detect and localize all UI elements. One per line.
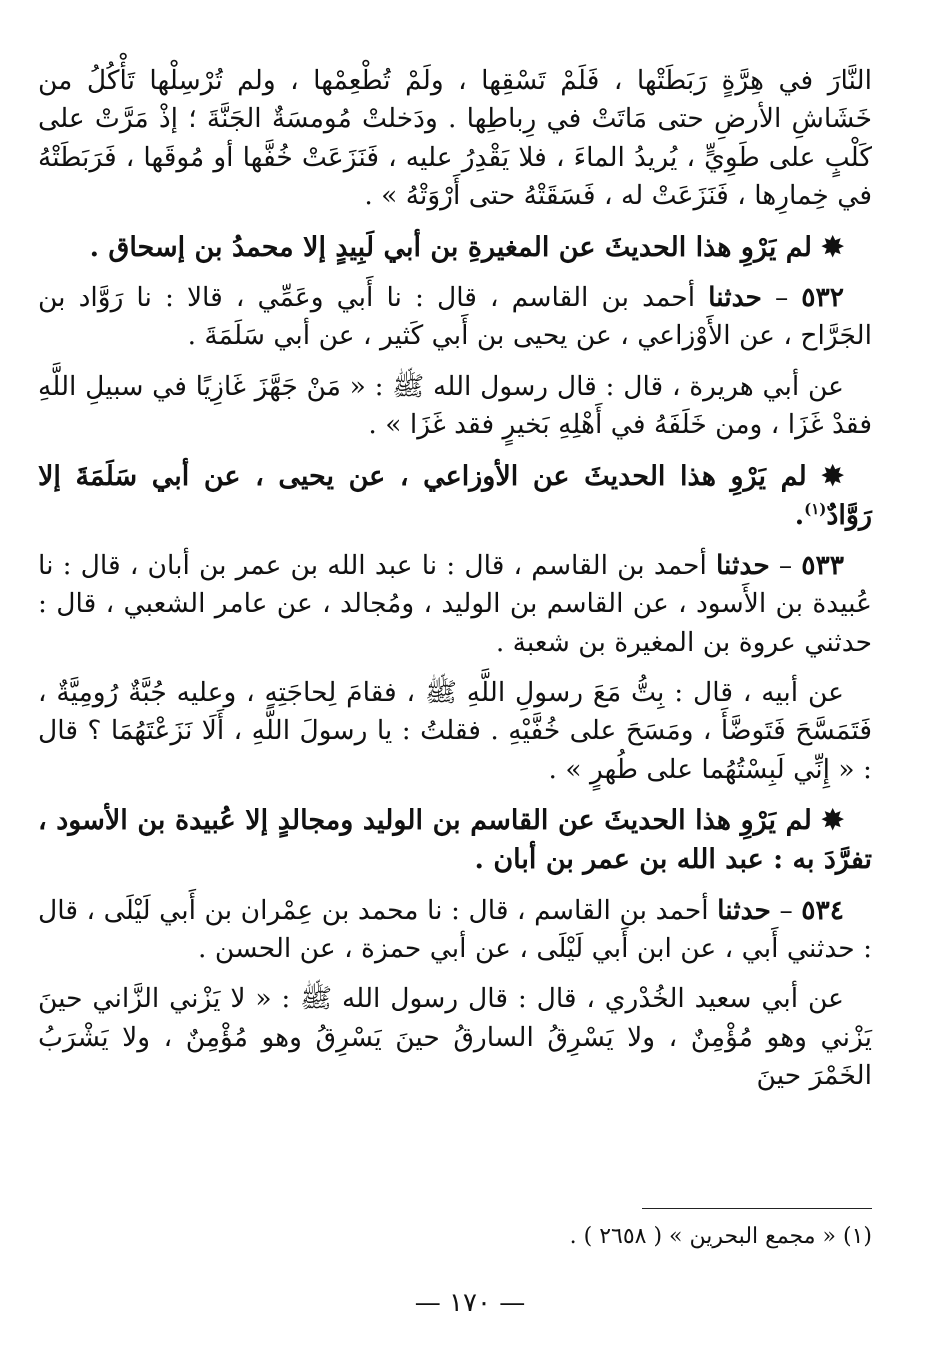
commentary-note-3 [38, 801, 872, 879]
note-text: لم يَرْوِ هذا الحديثَ عن الأوزاعي ، عن يحيى ، عن أبي سَلَمَةَ إلا رَوَّادٌ [38, 460, 872, 531]
page-number: — ١٧٠ — [414, 1288, 526, 1318]
footnote-reference: (١) [804, 499, 827, 518]
chain-of-narration: أحمد بن القاسم ، قال : نا أَبي وعَمِّي ، قالا : نا رَوَّاد بن الجَرَّاح ، عن الأَوْزاعي ، عن يحيى بن أَبي كَثير ، عن أبي سَلَمَةَ . [38, 281, 872, 352]
hadith-534-header [38, 892, 872, 969]
star-icon: ✸ [821, 231, 844, 263]
commentary-note-2: ✸ لم يَرْوِ هذا الحديثَ عن الأوزاعي ، عن يحيى ، عن أبي سَلَمَةَ إلا رَوَّادٌ$^{(١)}$. [38, 460, 872, 531]
footnote: (١) « مجمع البحرين » ( ٢٦٥٨ ) . [569, 1224, 872, 1249]
dash: – [779, 894, 793, 926]
hadith-number: ٥٣٣ [801, 549, 844, 581]
hadith-534-text: عن أبي سعيد الخُدْري ، قال : قال رسول الله ﷺ : « لا يَزْني الزَّاني حينَ يَزْني وهو مُؤْمِنٌ ، ولا يَسْرِقُ السارقُ حينَ يَسْرِقُ وهو مُؤْمِنٌ ، ولا يَشْرَبُ الخَمْرَ حينَ [38, 983, 872, 1092]
hadith-533-text: عن أبيه ، قال : بِتُّ مَعَ رسولِ اللَّهِ ﷺ ، فقامَ لِحاجَتِهِ ، وعليه جُبَّةٌ رُومِيَّةٌ ، فَتَمَسَّحَ فَتَوضَّأَ ، ومَسَحَ على خُفَّيْهِ . فقلتُ : يا رسولَ اللَّهِ ، أَلَا نَزَعْتَهُمَا ؟ قال : « إِنِّي لَبِسْتُهُما على طُهرٍ » . [38, 677, 872, 785]
hadith-number: ٥٣٤ [801, 894, 844, 926]
body-text [38, 62, 872, 1096]
continuation-paragraph: النَّارَ في هِرَّةٍ رَبَطَتْها ، فَلَمْ تَسْقِها ، ولَمْ تُطْعِمْها ، ولم تُرْسِلْها تَأْكُلُ من خَشَاشِ الأرضِ حتى مَاتَتْ في رِباطِها . ودَخلتْ مُومسَةٌ الجَنَّةَ ؛ إذْ مَرَّتْ على كَلْبٍ على طَوِيٍّ ، يُريدُ الماءَ ، فلا يَقْدِرُ عليه ، فَنَزَعَتْ خُفَّها أو مُوقَها ، فَرَبَطَتْهُ في خِمارِها ، فَنَزَعَتْ له ، فَسَقَتْهُ حتى أَرْوَتْهُ » . [38, 65, 872, 212]
chain-of-narration: أحمد بن القاسم ، قال : نا محمد بن عِمْران بن أَبي لَيْلَى ، قال : حدثني أَبي ، عن ابن أَبي لَيْلَى ، عن أبي حمزة ، عن الحسن . [38, 894, 872, 965]
hadith-number: ٥٣٢ [801, 281, 844, 313]
commentary-note-1 [38, 228, 872, 267]
star-icon: ✸ [821, 460, 844, 492]
hadith-532-header [38, 279, 872, 356]
hadith-label: حدثنا [717, 894, 771, 926]
footnote-divider [642, 1208, 872, 1209]
dash: – [774, 281, 789, 313]
dash: – [778, 549, 793, 581]
hadith-532-text: عن أبي هريرة ، قال : قال رسول الله ﷺ : « مَنْ جَهَّزَ غَازِيًا في سبيلِ اللَّهِ فقدْ غَزَا ، ومن خَلَفَهُ في أَهْلِهِ بَخيرٍ فقد غَزَا » . [38, 370, 872, 441]
hadith-533-header [38, 547, 872, 662]
note-text: لم يَرْوِ هذا الحديثَ عن المغيرةِ بن أبي لَبِيدٍ إلا محمدُ بن إسحاق . [89, 231, 812, 263]
hadith-label: حدثنا [708, 281, 762, 313]
hadith-label: حدثنا [715, 549, 770, 581]
chain-of-narration: أحمد بن القاسم ، قال : نا عبد الله بن عمر بن أبان ، قال : نا عُبيدة بن الأَسود ، عن القاسم بن الوليد ، ومُجالد ، عن عامر الشعبي ، قال : حدثني عروة بن المغيرة بن شعبة . [38, 549, 872, 658]
note-text: لم يَرْوِ هذا الحديثَ عن القاسم بن الوليد ومجالدٍ إلا عُبيدة بن الأسود ، تفرَّدَ به : عبد الله بن عمر بن أبان . [38, 805, 872, 876]
star-icon: ✸ [821, 805, 844, 837]
